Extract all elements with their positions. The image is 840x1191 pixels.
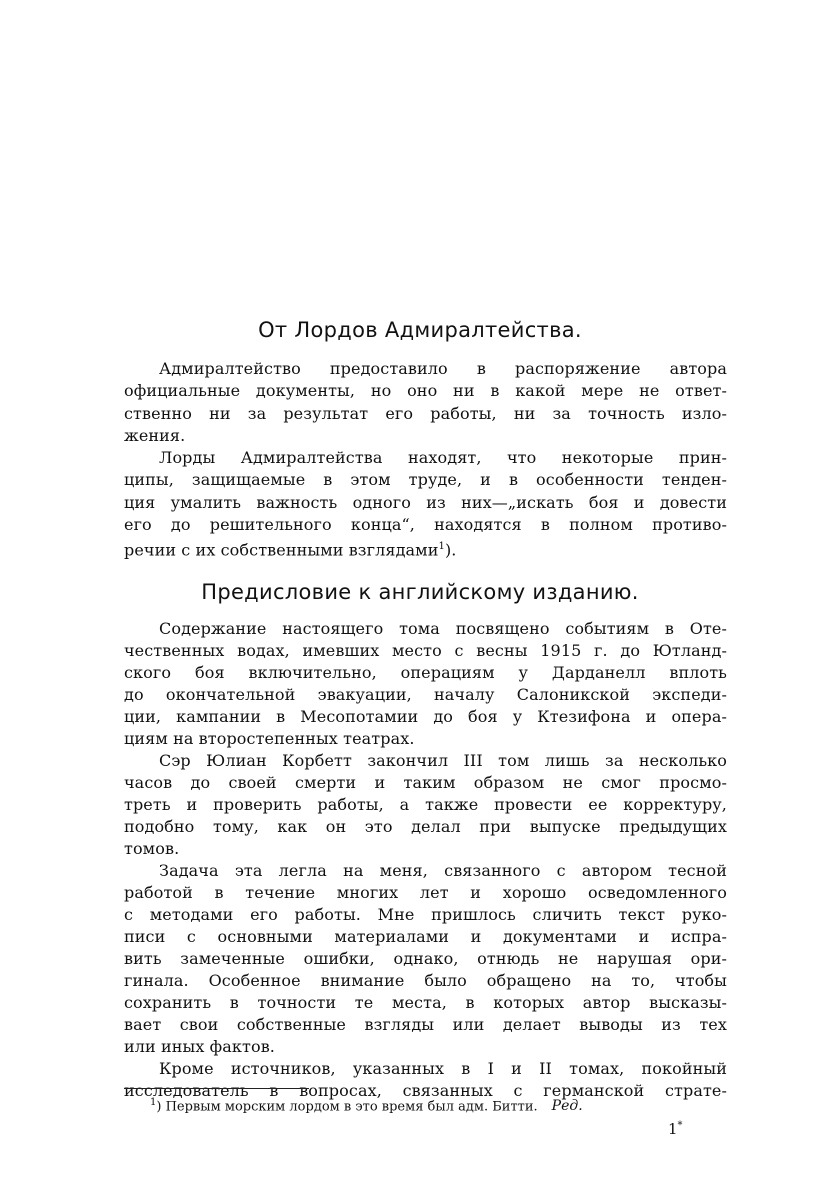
- section-title-admiralty: От Лордов Адмиралтейства.: [258, 318, 582, 342]
- signature-number: 1: [668, 1120, 678, 1138]
- text-line: Кроме источников, указанных в I и II томах, покойный: [159, 1059, 727, 1078]
- text-fragment: речии с их собственными взглядами: [124, 540, 439, 560]
- text-line: Сэр Юлиан Корбетт закончил III том лишь за несколько: [159, 751, 727, 770]
- footnote-ref[interactable]: 1: [438, 541, 445, 553]
- text-line: Лорды Адмиралтейства находят, что некоторые прин-: [159, 448, 727, 468]
- text-fragment: ).: [444, 540, 457, 560]
- text-line: Содержание настоящего тома посвящено событиям в Оте-: [159, 619, 727, 638]
- text-line: ского боя включительно, операциям у Дарданелл вплоть: [124, 663, 727, 682]
- text-line: с методами его работы. Мне пришлось сличить текст руко-: [124, 905, 727, 924]
- text-line: вить замеченные ошибки, однако, отнюдь не нарушая ори-: [124, 949, 727, 968]
- footnote-divider: [124, 1088, 309, 1089]
- text-line: томов.: [124, 839, 180, 858]
- signature-star: *: [677, 1120, 683, 1131]
- text-line: треть и проверить работы, а также провести ее корректуру,: [124, 795, 727, 814]
- text-line: исследователь в вопросах, связанных с германской страте-: [124, 1081, 727, 1100]
- text-line: циям на второстепенных театрах.: [124, 729, 415, 748]
- footnote-text: ) Первым морским лордом в это время был адм. Битти.: [156, 1099, 538, 1115]
- text-line: его до решительного конца“, находятся в полном противо-: [124, 515, 727, 535]
- text-line: вает свои собственные взгляды или делает выводы из тех: [124, 1015, 727, 1034]
- text-line: ственно ни за результат его работы, ни за точность изло-: [124, 403, 727, 423]
- text-line: работой в течение многих лет и хорошо осведомленного: [124, 883, 727, 902]
- text-line-with-footnote-ref: [124, 536, 727, 558]
- text-line: жения.: [124, 425, 186, 445]
- admiralty-text-block: [124, 358, 727, 559]
- section-title-preface: Предисловие к английскому изданию.: [201, 580, 639, 604]
- text-line: часов до своей смерти и таким образом не смог просмо-: [124, 773, 727, 792]
- text-line: подобно тому, как он это делал при выпуске предыдущих: [124, 817, 727, 836]
- text-line: ция умалить важность одного из них—„искать боя и довести: [124, 492, 727, 512]
- text-line: ципы, защищаемые в этом труде, и в особенности тенден-: [124, 470, 727, 490]
- text-line: Задача эта легла на меня, связанного с автором тесной: [159, 861, 727, 880]
- signature-mark: [668, 1120, 683, 1138]
- footnote-editor-mark: Ред.: [551, 1098, 583, 1115]
- text-line: сохранить в точности те места, в которых автор высказы-: [124, 993, 727, 1012]
- footnote-marker: 1: [150, 1097, 157, 1108]
- preface-text-block: [124, 618, 727, 1102]
- footnote: [150, 1097, 583, 1114]
- text-line: официальные документы, но оно ни в какой мере не ответ-: [124, 381, 727, 401]
- text-line: Адмиралтейство предоставило в распоряжение автора: [159, 359, 727, 378]
- text-line: гинала. Особенное внимание было обращено на то, чтобы: [124, 971, 727, 990]
- text-line: или иных фактов.: [124, 1037, 275, 1056]
- text-line: писи с основными материалами и документами и испра-: [124, 927, 727, 946]
- text-line: до окончательной эвакуации, началу Салоникской экспеди-: [124, 685, 727, 704]
- text-line: ции, кампании в Месопотамии до боя у Ктезифона и опера-: [124, 707, 727, 726]
- text-line: чественных водах, имевших место с весны 1915 г. до Ютланд-: [124, 641, 727, 660]
